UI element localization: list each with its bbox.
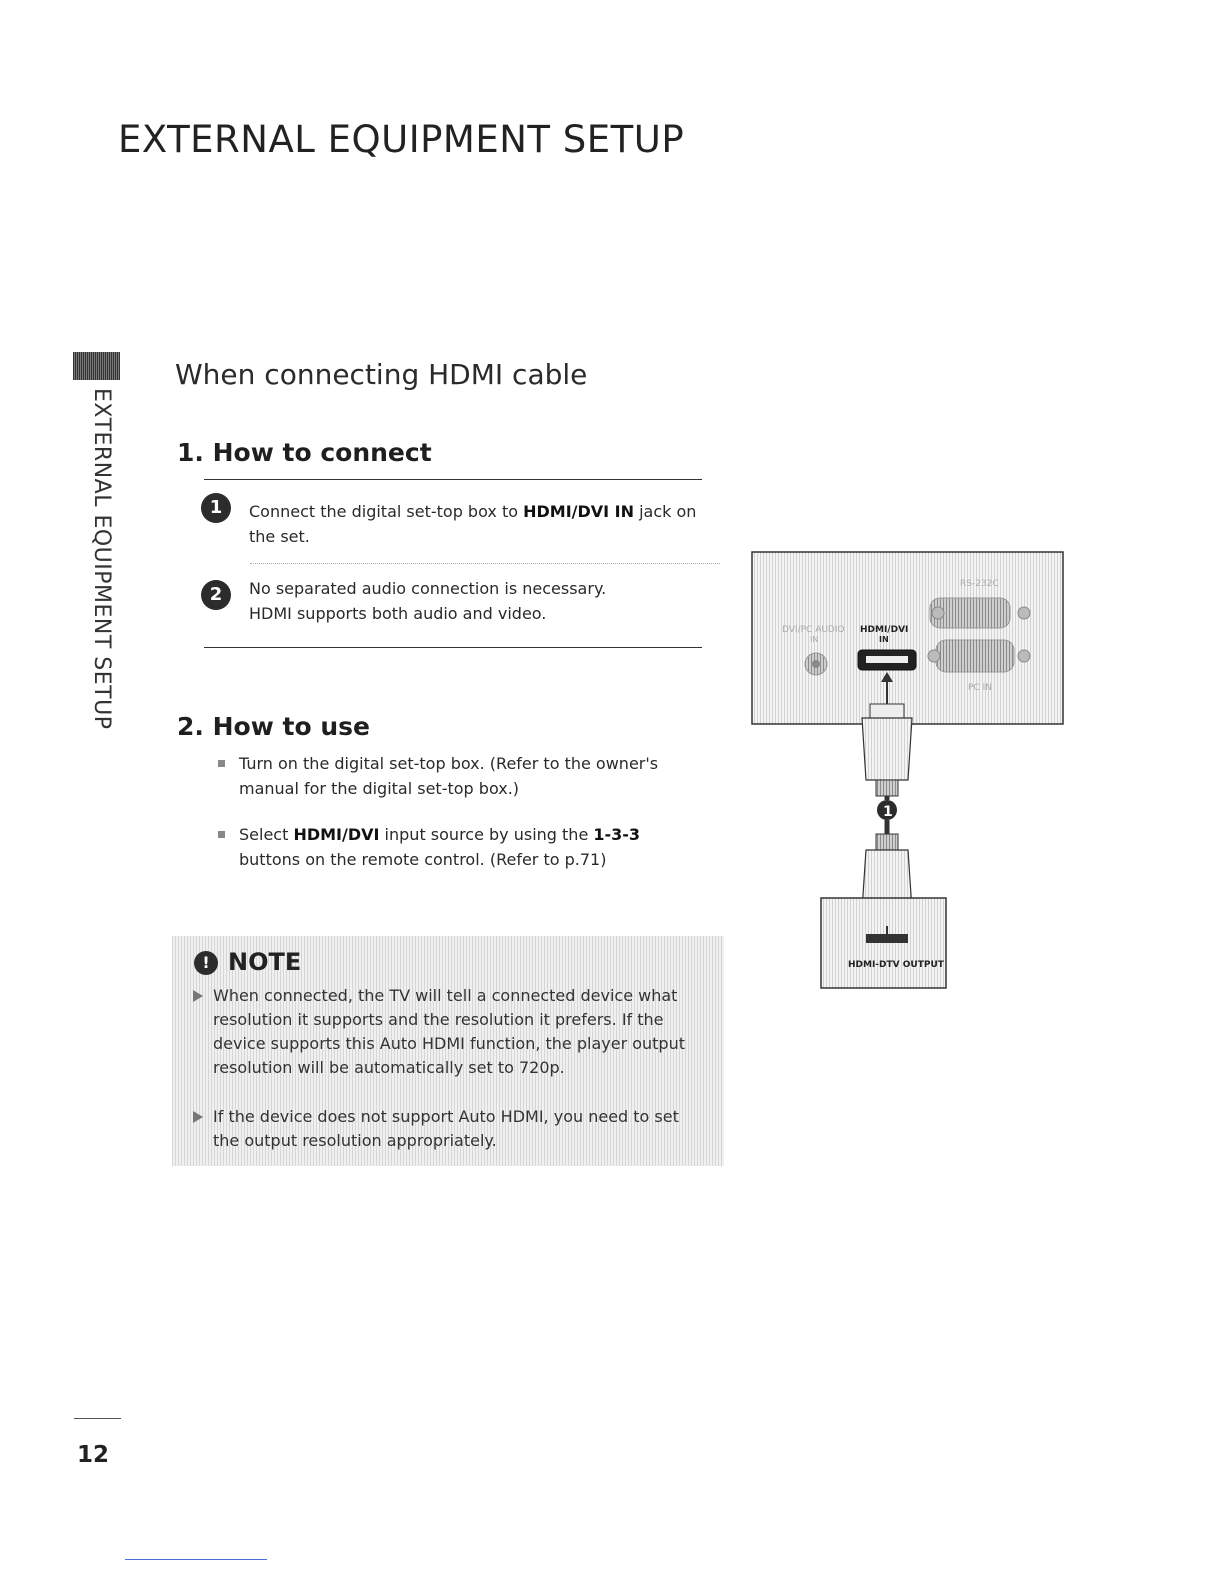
bottom-link-underline xyxy=(125,1559,267,1560)
use-bullet-1: Turn on the digital set-top box. (Refer to the owner's manual for the digital set-top box.) xyxy=(239,754,659,798)
cable-step-number: 1 xyxy=(883,804,893,820)
rs232c-label: RS-232C xyxy=(960,579,999,589)
note-item-1: When connected, the TV will tell a connected device what resolution it supports and the resolution it prefers. If the device supports this Auto HDMI function, the player output resolution will be automatically set to 720p. xyxy=(213,986,685,1077)
audio-jack-center xyxy=(812,660,820,668)
hdmi-dvi-in-label: IN xyxy=(879,635,889,644)
cable-top-connector-body xyxy=(862,718,912,780)
page-number-rule xyxy=(74,1418,121,1419)
how-to-use-heading: 2. How to use xyxy=(177,712,370,741)
divider-top xyxy=(204,479,702,480)
dvi-pc-audio-in-label: IN xyxy=(810,635,819,644)
cable-bottom-boot xyxy=(876,834,898,850)
rs232c-screw-left xyxy=(932,607,944,619)
hdmi-dvi-in-keyword: HDMI/DVI IN xyxy=(523,502,635,521)
note-arrow-icon xyxy=(193,990,203,1002)
note-alert-icon: ! xyxy=(194,951,218,975)
divider-bottom xyxy=(204,647,702,648)
note-arrow-icon xyxy=(193,1111,203,1123)
bullet-square-icon xyxy=(218,831,225,838)
hdmi-port-slot xyxy=(866,656,908,663)
page-title: EXTERNAL EQUIPMENT SETUP xyxy=(118,118,685,161)
side-tab-marker xyxy=(73,352,120,380)
tv-back-panel xyxy=(752,552,1063,724)
dvi-pc-audio-label: DVI/PC AUDIO xyxy=(782,625,845,635)
cable-top-connector-tip xyxy=(870,704,904,718)
hdmi-dvi-port-label: HDMI/DVI xyxy=(860,625,909,635)
section-title: When connecting HDMI cable xyxy=(175,358,588,391)
pc-in-screw-left xyxy=(928,650,940,662)
page-number: 12 xyxy=(77,1442,110,1468)
pc-in-port xyxy=(936,640,1014,672)
pc-in-screw-right xyxy=(1018,650,1030,662)
step-2-badge-icon: 2 xyxy=(201,580,231,610)
how-to-connect-heading: 1. How to connect xyxy=(177,438,432,467)
use-bullet-2: Select HDMI/DVI input source by using the 1-3-3 buttons on the remote control. (Refer to p.71) xyxy=(239,825,641,869)
step-1-text: Connect the digital set-top box to HDMI/DVI IN jack on the set. xyxy=(249,502,697,546)
rs232c-screw-right xyxy=(1018,607,1030,619)
note-title: NOTE xyxy=(228,948,302,976)
step-2-text: No separated audio connection is necessary. HDMI supports both audio and video. xyxy=(249,579,607,623)
step-1-badge-icon: 1 xyxy=(201,493,231,523)
cable-top-boot xyxy=(876,780,898,796)
note-item-2: If the device does not support Auto HDMI, you need to set the output resolution appropriately. xyxy=(213,1107,679,1150)
hdmi-connection-diagram xyxy=(748,548,1068,998)
divider-dotted xyxy=(250,563,720,564)
pc-in-label: PC IN xyxy=(968,683,992,693)
bullet-square-icon xyxy=(218,760,225,767)
side-tab-label: EXTERNAL EQUIPMENT SETUP xyxy=(89,388,114,730)
hdmi-dtv-output-label: HDMI-DTV OUTPUT xyxy=(848,960,944,970)
